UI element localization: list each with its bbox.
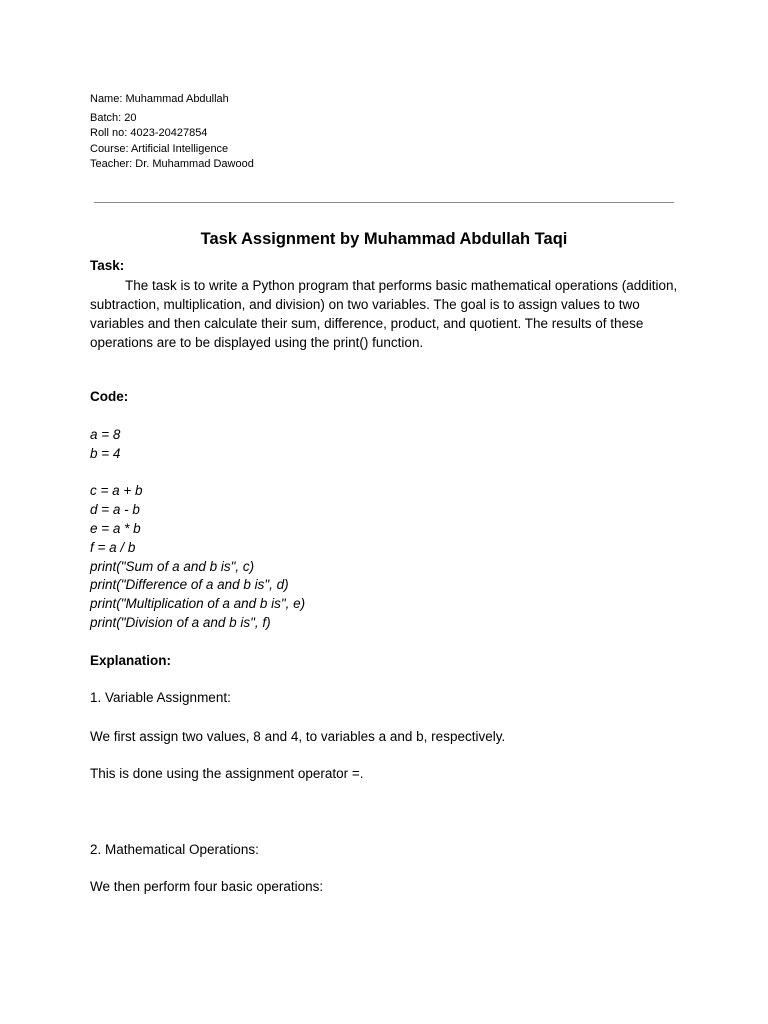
student-info xyxy=(90,92,254,173)
code-line: print("Sum of a and b is", c) xyxy=(90,558,255,574)
step1-heading: 1. Variable Assignment: xyxy=(90,690,231,705)
step1-text-b: This is done using the assignment operator =. xyxy=(90,766,364,781)
code-line: b = 4 xyxy=(90,445,121,461)
code-line: e = a * b xyxy=(90,520,141,536)
code-line: print("Multiplication of a and b is", e) xyxy=(90,596,306,612)
code-line: a = 8 xyxy=(90,427,121,442)
explanation-label: Explanation: xyxy=(90,653,172,668)
code-line: f = a / b xyxy=(90,539,136,555)
code-line: c = a + b xyxy=(90,483,143,499)
task-description: The task is to write a Python program that performs basic mathematical operations (addition, subtraction, multiplication, and division) on two variables. The goal is to assign values to two variables and then calculate their sum, difference, product, and quotient. The results of these operations are to be displayed using the print() function. xyxy=(90,278,678,350)
code-line: print("Division of a and b is", f) xyxy=(90,614,271,630)
code-label: Code: xyxy=(90,389,129,404)
horizontal-divider xyxy=(94,202,674,203)
task-label: Task: xyxy=(90,258,125,273)
code-block xyxy=(90,426,305,633)
document-title: Task Assignment by Muhammad Abdullah Taqi xyxy=(200,230,568,248)
student-roll-no: Roll no: 4023-20427854 xyxy=(90,127,208,139)
step2-heading: 2. Mathematical Operations: xyxy=(90,842,259,857)
step1-text-a: We first assign two values, 8 and 4, to variables a and b, respectively. xyxy=(90,729,506,744)
step2-text: We then perform four basic operations: xyxy=(90,879,324,894)
student-course: Course: Artificial Intelligence xyxy=(90,142,229,155)
code-line xyxy=(90,464,305,483)
code-line: d = a - b xyxy=(90,502,140,518)
student-name: Name: Muhammad Abdullah xyxy=(90,93,229,105)
code-line: print("Difference of a and b is", d) xyxy=(90,577,289,593)
student-teacher: Teacher: Dr. Muhammad Dawood xyxy=(90,158,254,170)
student-batch: Batch: 20 xyxy=(90,111,137,124)
